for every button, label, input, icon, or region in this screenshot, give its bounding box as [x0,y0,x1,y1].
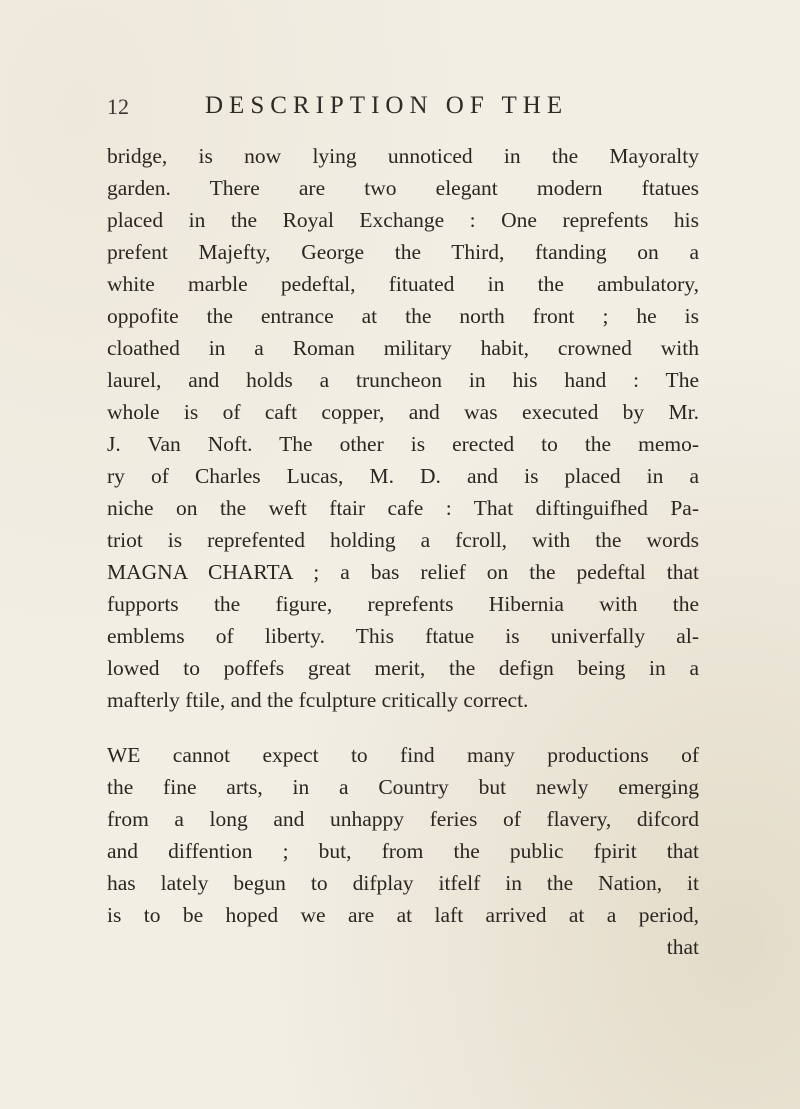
text-line: niche on the weft ftair cafe : That diftinguifhed Pa- [107,496,699,520]
catchword: that [666,935,699,959]
text-line: is to be hoped we are at laft arrived at a period, [107,903,699,927]
text-line: cloathed in a Roman military habit, crowned with [107,336,699,360]
text-line: bridge, is now lying unnoticed in the Mayoralty [107,144,699,168]
text-line: placed in the Royal Exchange : One reprefents his [107,208,699,232]
running-head [0,92,800,126]
text-line: emblems of liberty. This ftatue is univerfally al- [107,624,699,648]
text-line: garden. There are two elegant modern ftatues [107,176,699,200]
text-line: J. Van Noft. The other is erected to the memo- [107,432,699,456]
text-line: ry of Charles Lucas, M. D. and is placed in a [107,464,699,488]
text-line: laurel, and holds a truncheon in his hand : The [107,368,699,392]
text-line: fupports the figure, reprefents Hibernia with the [107,592,699,616]
text-line: triot is reprefented holding a fcroll, with the words [107,528,699,552]
paragraph-2 [107,739,699,963]
text-line: WE cannot expect to find many productions of [107,743,699,767]
text-line: whole is of caft copper, and was executed by Mr. [107,400,699,424]
text-line: lowed to poffefs great merit, the defign being in a [107,656,699,680]
running-title: DESCRIPTION OF THE [205,92,569,119]
paragraph-gap [107,716,699,739]
paragraph-1 [107,140,699,716]
text-line: white marble pedeftal, fituated in the ambulatory, [107,272,699,296]
text-line: oppofite the entrance at the north front ; he is [107,304,699,328]
text-line: and diffention ; but, from the public fpirit that [107,839,699,863]
text-line: the fine arts, in a Country but newly emerging [107,775,699,799]
body-text [107,140,699,963]
page-number: 12 [107,94,129,119]
text-line: has lately begun to difplay itfelf in the Nation, it [107,871,699,895]
text-line: from a long and unhappy feries of flavery, difcord [107,807,699,831]
text-line: prefent Majefty, George the Third, ftanding on a [107,240,699,264]
text-line: MAGNA CHARTA ; a bas relief on the pedeftal that [107,560,699,584]
text-line: mafterly ftile, and the fculpture critically correct. [107,688,529,712]
